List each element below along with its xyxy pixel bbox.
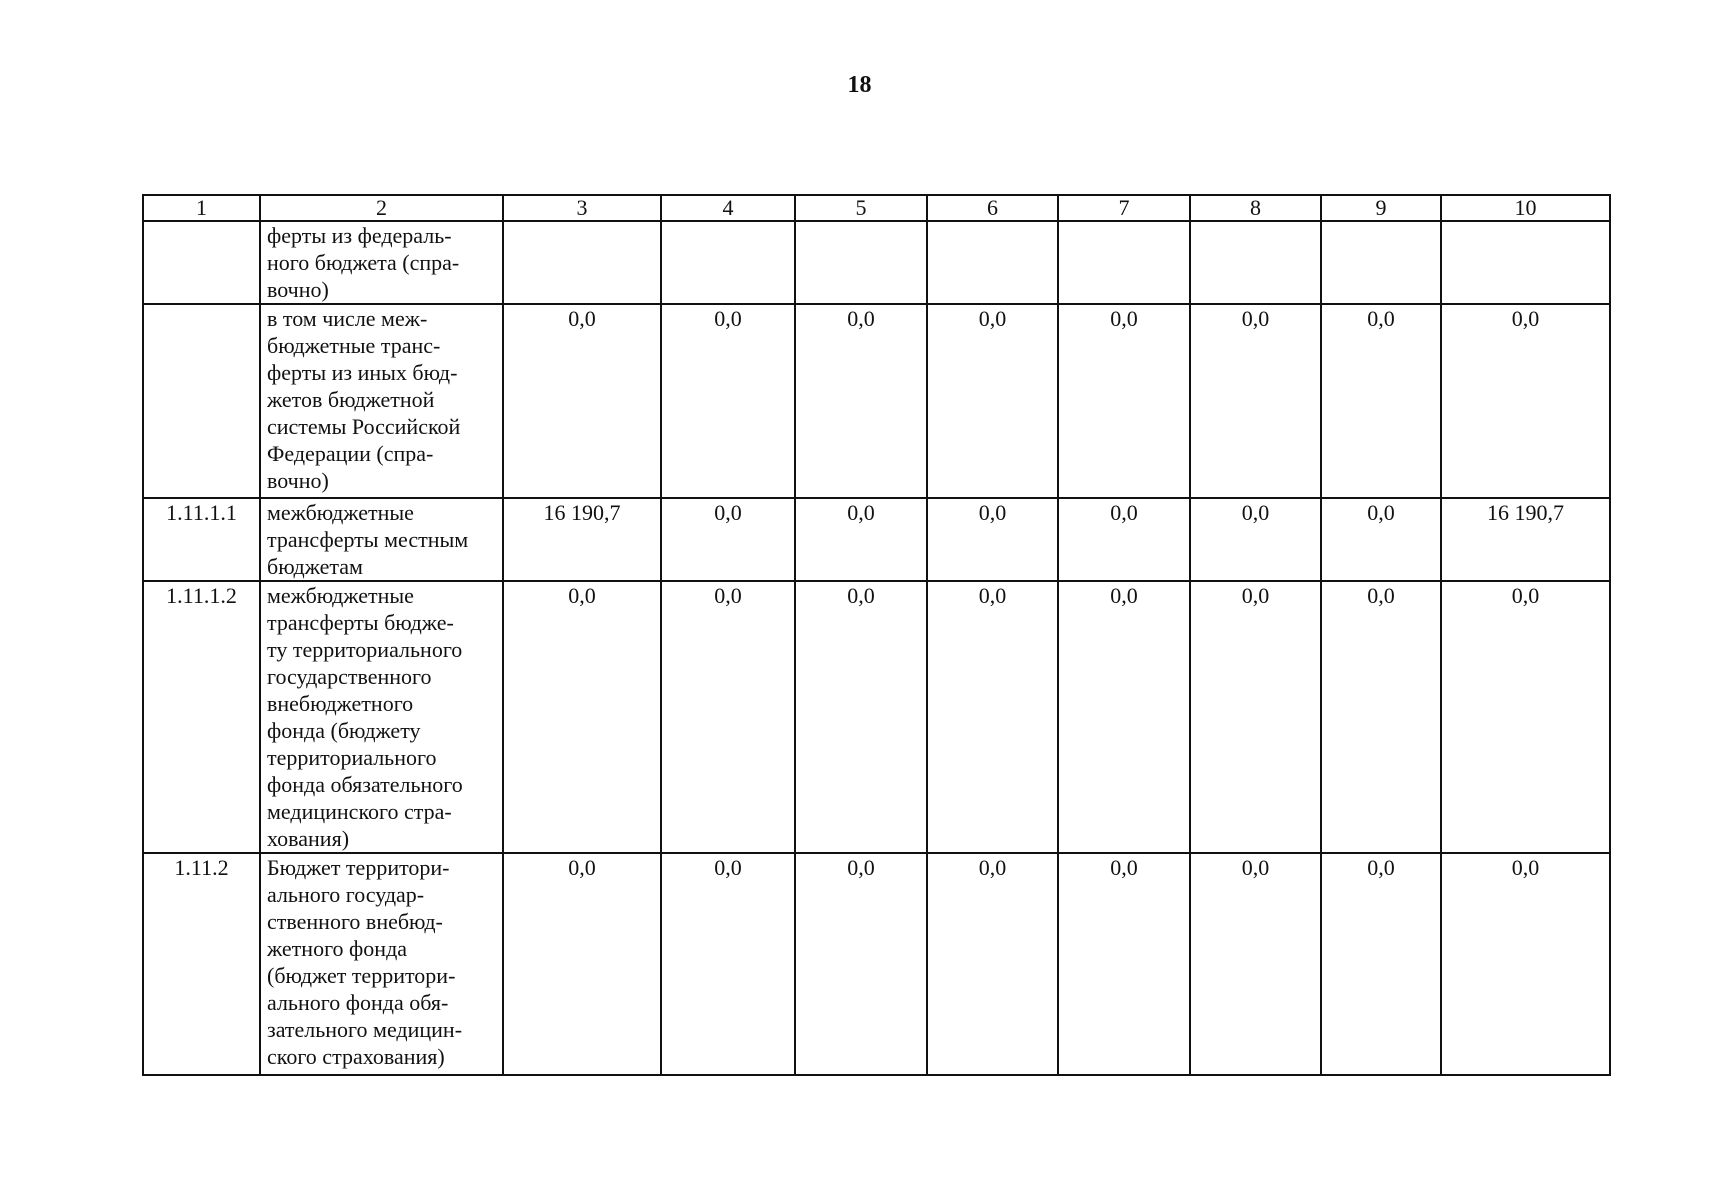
row-value-cell: 0,0 xyxy=(1321,853,1441,1075)
row-name-line: межбюджетные xyxy=(267,583,414,608)
column-header: 7 xyxy=(1058,195,1190,221)
table-row xyxy=(143,304,1610,498)
row-value-cell: 0,0 xyxy=(795,498,927,581)
row-value-cell xyxy=(795,221,927,304)
row-name-line: в том числе меж- xyxy=(267,306,428,331)
row-name-cell xyxy=(260,581,503,853)
row-value-cell: 0,0 xyxy=(1321,304,1441,498)
column-header: 1 xyxy=(143,195,260,221)
row-code-cell xyxy=(143,221,260,304)
row-name-line: территориального xyxy=(267,745,437,770)
row-value-cell: 0,0 xyxy=(1190,304,1321,498)
row-value-cell xyxy=(927,221,1058,304)
row-name-line: межбюджетные xyxy=(267,500,414,525)
row-value-cell: 0,0 xyxy=(795,853,927,1075)
row-value-cell: 0,0 xyxy=(1441,853,1610,1075)
row-value-cell xyxy=(1190,221,1321,304)
column-header: 4 xyxy=(661,195,795,221)
row-name-line: вочно) xyxy=(267,468,329,493)
data-table xyxy=(142,194,1611,1076)
table-row xyxy=(143,498,1610,581)
row-value-cell: 0,0 xyxy=(1190,853,1321,1075)
table-header-row xyxy=(143,195,1610,221)
column-header: 8 xyxy=(1190,195,1321,221)
row-value-cell: 0,0 xyxy=(503,853,661,1075)
row-value-cell: 0,0 xyxy=(1321,581,1441,853)
row-name-line: Бюджет территори- xyxy=(267,855,450,880)
row-value-cell: 0,0 xyxy=(1058,304,1190,498)
row-value-cell: 0,0 xyxy=(927,853,1058,1075)
column-header: 5 xyxy=(795,195,927,221)
row-name-line: внебюджетного xyxy=(267,691,414,716)
row-value-cell xyxy=(1321,221,1441,304)
row-code-cell: 1.11.1.1 xyxy=(143,498,260,581)
row-name-line: трансферты бюдже- xyxy=(267,610,454,635)
row-value-cell: 0,0 xyxy=(1190,581,1321,853)
row-name-line: фонда обязательного xyxy=(267,772,463,797)
column-header: 10 xyxy=(1441,195,1610,221)
row-name-cell xyxy=(260,853,503,1075)
column-header: 2 xyxy=(260,195,503,221)
row-name-line: ального государ- xyxy=(267,882,425,907)
table-row xyxy=(143,221,1610,304)
row-name-cell xyxy=(260,498,503,581)
row-code-cell xyxy=(143,304,260,498)
row-value-cell: 0,0 xyxy=(927,498,1058,581)
row-name-line: медицинского стра- xyxy=(267,799,452,824)
row-value-cell: 0,0 xyxy=(661,853,795,1075)
column-header: 3 xyxy=(503,195,661,221)
row-name-line: фонда (бюджету xyxy=(267,718,421,743)
row-value-cell: 16 190,7 xyxy=(1441,498,1610,581)
column-header: 9 xyxy=(1321,195,1441,221)
row-name-line: жетного фонда xyxy=(267,936,408,961)
row-value-cell: 0,0 xyxy=(795,581,927,853)
row-code-cell: 1.11.1.2 xyxy=(143,581,260,853)
row-value-cell: 0,0 xyxy=(661,304,795,498)
row-value-cell: 0,0 xyxy=(503,304,661,498)
row-value-cell: 0,0 xyxy=(661,498,795,581)
table-row xyxy=(143,853,1610,1075)
row-value-cell: 0,0 xyxy=(927,581,1058,853)
row-value-cell xyxy=(1441,221,1610,304)
row-name-line: ского страхования) xyxy=(267,1044,445,1069)
row-value-cell xyxy=(661,221,795,304)
row-value-cell: 0,0 xyxy=(1441,304,1610,498)
row-name-line: государственного xyxy=(267,664,432,689)
row-name-line: вочно) xyxy=(267,277,329,302)
row-name-line: ного бюджета (спра- xyxy=(267,250,460,275)
row-value-cell: 0,0 xyxy=(1058,581,1190,853)
row-code-cell: 1.11.2 xyxy=(143,853,260,1075)
table-row xyxy=(143,581,1610,853)
row-value-cell: 0,0 xyxy=(795,304,927,498)
row-name-line: зательного медицин- xyxy=(267,1017,463,1042)
row-name-line: ственного внебюд- xyxy=(267,909,443,934)
row-name-line: жетов бюджетной xyxy=(267,387,435,412)
row-value-cell: 16 190,7 xyxy=(503,498,661,581)
row-value-cell: 0,0 xyxy=(927,304,1058,498)
row-value-cell: 0,0 xyxy=(1441,581,1610,853)
row-name-line: системы Российской xyxy=(267,414,461,439)
row-name-line: ального фонда обя- xyxy=(267,990,449,1015)
row-name-line: бюджетные транс- xyxy=(267,333,441,358)
row-value-cell xyxy=(503,221,661,304)
row-name-line: бюджетам xyxy=(267,554,363,579)
row-name-line: Федерации (спра- xyxy=(267,441,434,466)
row-value-cell: 0,0 xyxy=(1190,498,1321,581)
row-value-cell: 0,0 xyxy=(503,581,661,853)
row-value-cell: 0,0 xyxy=(1058,498,1190,581)
page-number: 18 xyxy=(847,72,872,98)
row-value-cell: 0,0 xyxy=(661,581,795,853)
row-value-cell: 0,0 xyxy=(1058,853,1190,1075)
row-name-cell xyxy=(260,221,503,304)
row-name-line: ту территориального xyxy=(267,637,463,662)
row-name-line: хования) xyxy=(267,826,350,851)
row-name-line: ферты из федераль- xyxy=(267,223,452,248)
row-name-line: трансферты местным xyxy=(267,527,469,552)
row-name-cell xyxy=(260,304,503,498)
row-value-cell xyxy=(1058,221,1190,304)
column-header: 6 xyxy=(927,195,1058,221)
row-value-cell: 0,0 xyxy=(1321,498,1441,581)
row-name-line: (бюджет территори- xyxy=(267,963,456,988)
row-name-line: ферты из иных бюд- xyxy=(267,360,458,385)
